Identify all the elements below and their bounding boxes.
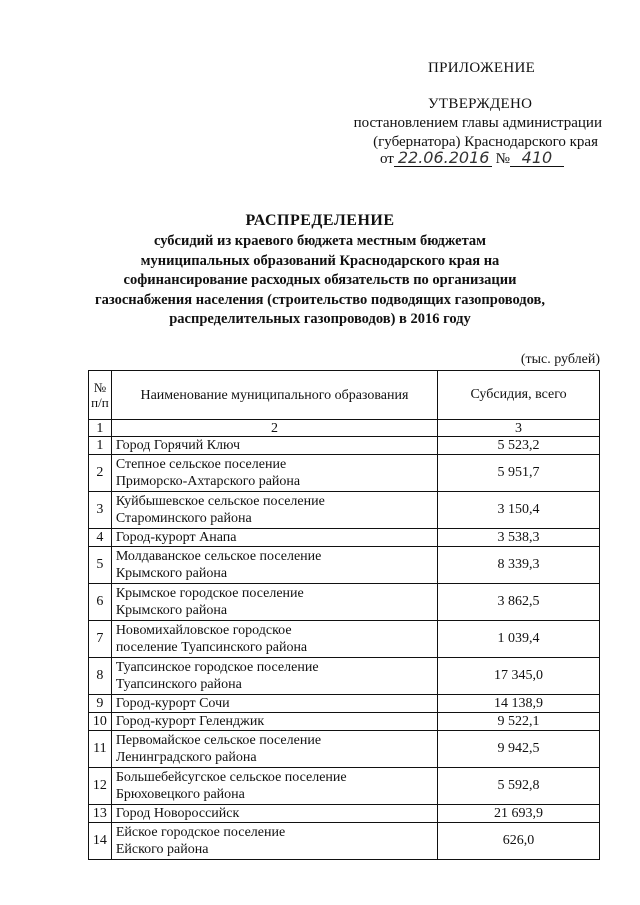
table-row: [89, 529, 600, 547]
row-municipality: [111, 768, 437, 805]
header-num: [89, 371, 112, 420]
row-municipality: [111, 492, 437, 529]
row-number: 1: [89, 437, 112, 455]
row-number: 9: [89, 695, 112, 713]
municipality-line: Приморско-Ахтарского района: [115, 474, 301, 489]
municipality-line: Город-курорт Анапа: [115, 529, 237, 545]
municipality-line: Первомайское сельское поселение: [115, 733, 322, 748]
row-municipality: [111, 621, 437, 658]
subtitle-line: распределительных газопроводов) в 2016 году: [169, 311, 471, 327]
municipality-line: Молдаванское сельское поселение: [115, 549, 322, 564]
row-number: 5: [89, 547, 112, 584]
row-municipality: [111, 584, 437, 621]
row-municipality: [111, 455, 437, 492]
row-subsidy: 3 150,4: [438, 492, 600, 529]
subtitle-line: субсидий из краевого бюджета местным бюджетам: [153, 233, 487, 249]
municipality-line: поселение Туапсинского района: [115, 640, 308, 655]
row-subsidy: 626,0: [438, 823, 600, 860]
table-row: [89, 547, 600, 584]
subtitle-line: газоснабжения населения (строительство подводящих газопроводов,: [95, 291, 545, 308]
municipality-line: Крымское городское поселение: [115, 586, 304, 601]
table-row: [89, 492, 600, 529]
municipality-line: Город Горячий Ключ: [115, 437, 241, 453]
row-subsidy: 5 951,7: [438, 455, 600, 492]
municipality-line: Город-курорт Сочи: [115, 695, 230, 711]
municipality-line: Крымского района: [115, 566, 228, 581]
header-num-line: №: [93, 380, 107, 395]
index-cell: 3: [438, 420, 600, 437]
row-municipality: [111, 695, 437, 713]
row-municipality: [111, 731, 437, 768]
row-subsidy: 3 538,3: [438, 529, 600, 547]
approved-label: УТВЕРЖДЕНО: [428, 96, 533, 112]
municipality-line: Город-курорт Геленджик: [115, 713, 265, 729]
row-municipality: [111, 823, 437, 860]
municipality-line: Ленинградского района: [115, 750, 257, 765]
table-row: [89, 437, 600, 455]
decree-line-1: постановлением главы администрации: [353, 115, 602, 131]
row-number: 2: [89, 455, 112, 492]
municipality-line: Город Новороссийск: [115, 805, 240, 821]
table-row: [89, 584, 600, 621]
decree-date: 22.06.2016: [394, 150, 492, 167]
table-row: [89, 695, 600, 713]
municipality-line: Ейского района: [115, 842, 209, 857]
decree-date-number: [380, 150, 564, 168]
municipality-line: Новомихайловское городское: [115, 623, 292, 638]
municipality-line: Туапсинское городское поселение: [115, 660, 319, 675]
subsidy-table: [88, 370, 600, 860]
row-subsidy: 5 523,2: [438, 437, 600, 455]
table-row: [89, 823, 600, 860]
row-number: 12: [89, 768, 112, 805]
index-cell: 1: [89, 420, 112, 437]
index-cell: 2: [111, 420, 437, 437]
table-row: [89, 621, 600, 658]
table-header-row: [89, 371, 600, 420]
table-row: [89, 658, 600, 695]
row-municipality: [111, 437, 437, 455]
row-number: 4: [89, 529, 112, 547]
decree-from-label: от: [380, 151, 394, 167]
row-subsidy: 9 522,1: [438, 713, 600, 731]
row-number: 6: [89, 584, 112, 621]
units-label: (тыс. рублей): [520, 352, 600, 367]
row-subsidy: 3 862,5: [438, 584, 600, 621]
row-subsidy: 21 693,9: [438, 805, 600, 823]
row-number: 3: [89, 492, 112, 529]
municipality-line: Староминского района: [115, 511, 252, 526]
table-row: [89, 713, 600, 731]
row-subsidy: 17 345,0: [438, 658, 600, 695]
subtitle-line: муниципальных образований Краснодарского края на: [140, 252, 500, 269]
decree-line-2: (губернатора) Краснодарского края: [373, 134, 598, 150]
row-number: 7: [89, 621, 112, 658]
row-number: 14: [89, 823, 112, 860]
row-subsidy: 9 942,5: [438, 731, 600, 768]
table-row: [89, 731, 600, 768]
appendix-label: ПРИЛОЖЕНИЕ: [428, 60, 536, 76]
municipality-line: Куйбышевское сельское поселение: [115, 494, 325, 509]
row-municipality: [111, 658, 437, 695]
row-municipality: [111, 805, 437, 823]
row-subsidy: 1 039,4: [438, 621, 600, 658]
row-subsidy: 14 138,9: [438, 695, 600, 713]
row-subsidy: 8 339,3: [438, 547, 600, 584]
municipality-line: Степное сельское поселение: [115, 457, 287, 472]
municipality-line: Туапсинского района: [115, 677, 242, 692]
row-number: 13: [89, 805, 112, 823]
municipality-line: Большебейсугское сельское поселение: [115, 770, 347, 785]
row-number: 11: [89, 731, 112, 768]
subtitle-line: софинансирование расходных обязательств по организации: [123, 272, 517, 288]
municipality-line: Брюховецкого района: [115, 787, 245, 802]
header-name: Наименование муниципального образования: [111, 371, 437, 420]
row-municipality: [111, 547, 437, 584]
header-num-line: п/п: [91, 395, 109, 410]
document-title: РАСПРЕДЕЛЕНИЕ: [245, 212, 395, 229]
row-municipality: [111, 713, 437, 731]
decree-number-label: №: [495, 151, 510, 167]
header-value: Субсидия, всего: [438, 371, 600, 420]
table-row: [89, 805, 600, 823]
municipality-line: Ейское городское поселение: [115, 825, 286, 840]
document-subtitle: [90, 232, 550, 330]
table-row: [89, 768, 600, 805]
table-index-row: [89, 420, 600, 437]
row-subsidy: 5 592,8: [438, 768, 600, 805]
decree-number: 410: [510, 150, 564, 167]
table-row: [89, 455, 600, 492]
row-number: 10: [89, 713, 112, 731]
municipality-line: Крымского района: [115, 603, 228, 618]
row-municipality: [111, 529, 437, 547]
row-number: 8: [89, 658, 112, 695]
